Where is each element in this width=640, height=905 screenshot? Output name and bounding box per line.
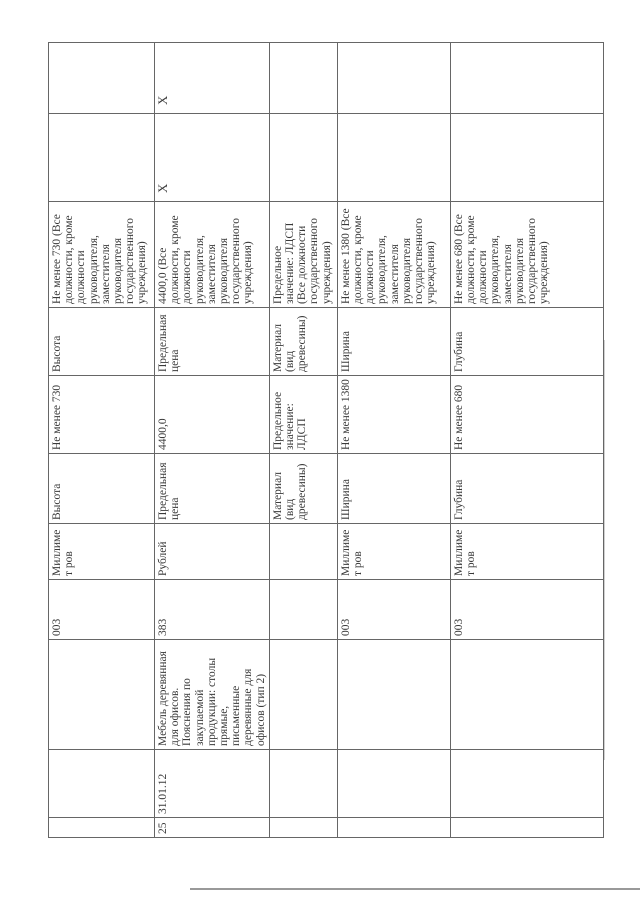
property-cell: Материал (вид древесины) [269,454,337,524]
extra-cell [269,43,337,114]
okpd-code-cell [337,750,450,818]
table-row [269,43,337,838]
extra-cell [450,114,603,202]
product-name-cell [49,640,155,750]
unit-name-cell: Рублей [155,524,270,580]
value2-cell: 4400,0 (Все должности, кроме должности руководителя, заместителя руководителя государственного учреждения) [155,202,270,308]
scan-edge-bottom [190,888,640,890]
property2-cell: Материал (вид древесины) [269,308,337,376]
cross-mark: X [155,43,270,114]
row-number-cell [49,818,155,838]
value2-cell: Не менее 680 (Все должности, кроме должности руководителя, заместителя руководителя государственного учреждения) [450,202,603,308]
unit-code-cell: 383 [155,580,270,640]
property2-cell: Высота [49,308,155,376]
okpd-code-cell [450,750,603,818]
row-number-cell: 25 [155,818,270,838]
property2-cell: Глубина [450,308,603,376]
extra-cell [337,43,450,114]
property-cell: Высота [49,454,155,524]
extra-cell [269,114,337,202]
unit-code-cell: 003 [337,580,450,640]
product-name-cell [269,640,337,750]
table-row [49,43,155,838]
extra-cell [450,43,603,114]
unit-name-cell: Миллимет ров [450,524,603,580]
unit-name-cell [269,524,337,580]
property-cell: Предельная цена [155,454,270,524]
cross-mark: X [155,114,270,202]
unit-code-cell: 003 [49,580,155,640]
scan-edge-right [604,340,605,760]
property2-cell: Ширина [337,308,450,376]
property2-cell: Предельная цена [155,308,270,376]
row-number-cell [269,818,337,838]
rotated-table-container [48,43,598,838]
value-cell: Не менее 730 [49,376,155,454]
table-row [155,43,270,838]
okpd-code-cell: 31.01.12 [155,750,270,818]
value-cell: Не менее 1380 [337,376,450,454]
property-cell: Ширина [337,454,450,524]
product-name-cell [450,640,603,750]
table-row [450,43,603,838]
unit-name-cell: Миллимет ров [49,524,155,580]
unit-code-cell [269,580,337,640]
requirements-table [48,42,604,838]
product-name-cell [337,640,450,750]
value2-cell: Не менее 1380 (Все должности, кроме должности руководителя, заместителя руководителя государственного учреждения) [337,202,450,308]
value2-cell: Предельное значение: ЛДСП (Все должности государственного учреждения) [269,202,337,308]
table-row [337,43,450,838]
value2-cell: Не менее 730 (Все должности, кроме должности руководителя, заместителя руководителя государственного учреждения) [49,202,155,308]
unit-code-cell: 003 [450,580,603,640]
okpd-code-cell [269,750,337,818]
product-name-cell: Мебель деревянная для офисов. Пояснения по закупаемой продукции: столы прямые, письменные деревянные для офисов (тип 2) [155,640,270,750]
unit-name-cell: Миллимет ров [337,524,450,580]
value-cell: Предельное значение: ЛДСП [269,376,337,454]
property-cell: Глубина [450,454,603,524]
row-number-cell [450,818,603,838]
value-cell: 4400,0 [155,376,270,454]
extra-cell [49,114,155,202]
row-number-cell [337,818,450,838]
okpd-code-cell [49,750,155,818]
extra-cell [337,114,450,202]
extra-cell [49,43,155,114]
value-cell: Не менее 680 [450,376,603,454]
